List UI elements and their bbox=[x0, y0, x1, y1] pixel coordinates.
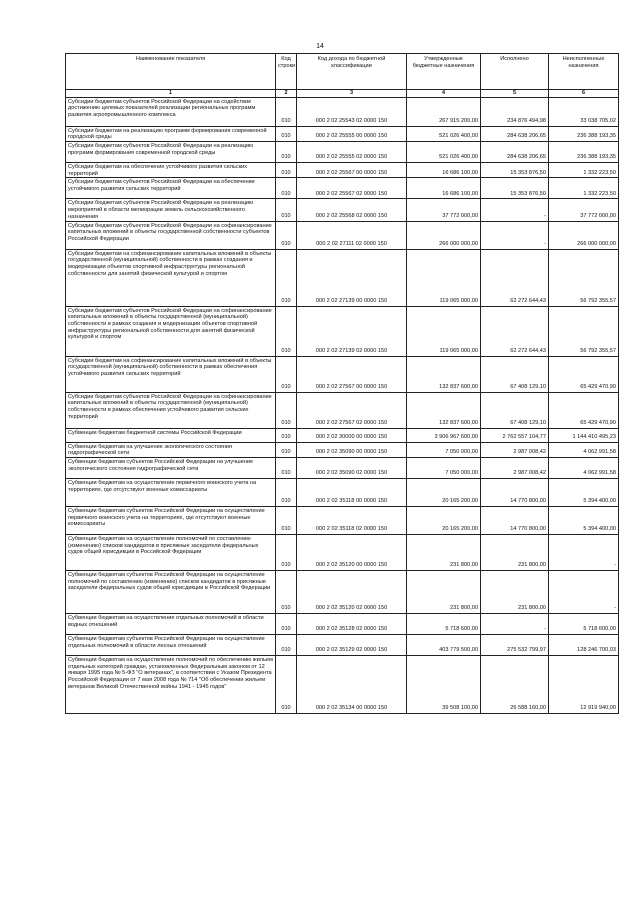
cell-code: 010 bbox=[276, 442, 297, 457]
cell-cls: 000 2 02 35090 00 0000 150 bbox=[297, 442, 407, 457]
cell-approved: 7 050 000,00 bbox=[407, 442, 481, 457]
cell-approved: 16 686 100,00 bbox=[407, 163, 481, 178]
cell-executed: - bbox=[481, 221, 549, 249]
cell-approved: 267 915 200,00 bbox=[407, 97, 481, 126]
header-approved: Утвержденные бюджетные назначения bbox=[407, 54, 481, 90]
table-row bbox=[66, 570, 619, 613]
cell-code: 010 bbox=[276, 428, 297, 442]
cell-cls: 000 2 02 25555 00 0000 150 bbox=[297, 126, 407, 141]
cell-code: 010 bbox=[276, 178, 297, 199]
cell-unexecuted: 4 062 991,58 bbox=[549, 457, 619, 478]
cell-unexecuted: 33 038 705,02 bbox=[549, 97, 619, 126]
column-number: 4 bbox=[407, 90, 481, 98]
cell-unexecuted: 56 792 355,57 bbox=[549, 306, 619, 356]
cell-unexecuted: 37 772 000,00 bbox=[549, 199, 619, 221]
cell-unexecuted: 266 000 000,00 bbox=[549, 221, 619, 249]
page-number: 14 bbox=[316, 43, 324, 50]
table-row bbox=[66, 142, 619, 163]
cell-code: 010 bbox=[276, 570, 297, 613]
cell-unexecuted: 236 388 193,35 bbox=[549, 142, 619, 163]
cell-code: 010 bbox=[276, 392, 297, 428]
table-row bbox=[66, 97, 619, 126]
cell-cls: 000 2 02 25555 02 0000 150 bbox=[297, 142, 407, 163]
cell-name: Субвенции бюджетам субъектов Российской Федерации на улучшение экологического состояния гидрографической сети bbox=[66, 457, 276, 478]
cell-approved: 3 906 967 600,00 bbox=[407, 428, 481, 442]
cell-code: 010 bbox=[276, 163, 297, 178]
cell-approved: 231 800,00 bbox=[407, 534, 481, 570]
column-number: 2 bbox=[276, 90, 297, 98]
cell-unexecuted: 1 332 223,50 bbox=[549, 178, 619, 199]
cell-cls: 000 2 02 35118 02 0000 150 bbox=[297, 506, 407, 534]
cell-approved: 132 837 600,00 bbox=[407, 356, 481, 392]
cell-cls: 000 2 02 35134 00 0000 150 bbox=[297, 655, 407, 713]
cell-name: Субвенции бюджетам бюджетной системы Российской Федерации bbox=[66, 428, 276, 442]
column-number: 1 bbox=[66, 90, 276, 98]
cell-name: Субвенции бюджетам на осуществление первичного воинского учета на территориях, где отсутствуют военные комиссариаты bbox=[66, 478, 276, 506]
cell-name: Субвенции бюджетам субъектов Российской Федерации на осуществление первичного воинского учета на территориях, где отсутствуют военные комиссариаты bbox=[66, 506, 276, 534]
cell-name: Субвенции бюджетам на осуществление полномочий по обеспечению жильем отдельных категорий граждан, установленных Федеральным законом от 12 января 1995 года № 5-ФЗ "О ветеранах", в соответствии с Указом Президента Российской Федерации от 7 мая 2008 года № 714 "Об обеспечении жильем ветеранов Великой Отечественной войны 1941 - 1945 годов" bbox=[66, 655, 276, 713]
cell-name: Субсидии бюджетам субъектов Российской Федерации на обеспечение устойчивого развития сельских территорий bbox=[66, 178, 276, 199]
cell-cls: 000 2 02 27111 02 0000 150 bbox=[297, 221, 407, 249]
cell-executed: 2 987 008,42 bbox=[481, 442, 549, 457]
cell-code: 010 bbox=[276, 356, 297, 392]
cell-executed: 284 638 206,65 bbox=[481, 142, 549, 163]
cell-code: 010 bbox=[276, 306, 297, 356]
cell-unexecuted: - bbox=[549, 570, 619, 613]
cell-executed: 15 353 876,50 bbox=[481, 178, 549, 199]
cell-unexecuted: 4 062 991,58 bbox=[549, 442, 619, 457]
column-number: 6 bbox=[549, 90, 619, 98]
column-number: 3 bbox=[297, 90, 407, 98]
cell-approved: 39 508 100,00 bbox=[407, 655, 481, 713]
cell-approved: 231 800,00 bbox=[407, 570, 481, 613]
cell-code: 010 bbox=[276, 613, 297, 634]
budget-table bbox=[65, 53, 619, 714]
cell-cls: 000 2 02 27139 02 0000 150 bbox=[297, 306, 407, 356]
cell-cls: 000 2 02 35090 02 0000 150 bbox=[297, 457, 407, 478]
cell-unexecuted: 5 718 600,00 bbox=[549, 613, 619, 634]
cell-cls: 000 2 02 35128 02 0000 150 bbox=[297, 613, 407, 634]
cell-approved: 119 065 000,00 bbox=[407, 249, 481, 306]
cell-approved: 20 165 200,00 bbox=[407, 506, 481, 534]
cell-cls: 000 2 02 25568 02 0000 150 bbox=[297, 199, 407, 221]
cell-executed: - bbox=[481, 613, 549, 634]
cell-code: 010 bbox=[276, 126, 297, 141]
cell-unexecuted: 1 144 410 495,23 bbox=[549, 428, 619, 442]
cell-cls: 000 2 02 27567 00 0000 150 bbox=[297, 356, 407, 392]
cell-executed: 275 532 799,97 bbox=[481, 634, 549, 655]
cell-name: Субвенции бюджетам на осуществление полномочий по составлению (изменению) списков кандидатов в присяжные заседатели федеральных судов общей юрисдикции в Российской Федерации bbox=[66, 534, 276, 570]
table-row bbox=[66, 613, 619, 634]
cell-name: Субсидии бюджетам субъектов Российской Федерации на софинансирование капитальных вложений в объекты государственной (муниципальной) собственности в рамках создания и модернизации объектов спортивной инфраструктуры региональной собственности для занятий физической культурой и спортом bbox=[66, 306, 276, 356]
cell-approved: 119 065 000,00 bbox=[407, 306, 481, 356]
cell-cls: 000 2 02 35120 00 0000 150 bbox=[297, 534, 407, 570]
cell-code: 010 bbox=[276, 457, 297, 478]
table-row bbox=[66, 249, 619, 306]
cell-name: Субсидии бюджетам на софинансирование капитальных вложений в объекты государственной (муниципальной) собственности в рамках создания и модернизации объектов спортивной инфраструктуры региональной собственности для занятий физической культурой и спортом bbox=[66, 249, 276, 306]
cell-approved: 20 165 200,00 bbox=[407, 478, 481, 506]
cell-approved: 5 718 600,00 bbox=[407, 613, 481, 634]
cell-name: Субсидии бюджетам субъектов Российской Федерации на реализацию мероприятий в области мелиорации земель сельскохозяйственного назначения bbox=[66, 199, 276, 221]
cell-name: Субсидии бюджетам на обеспечение устойчивого развития сельских территорий bbox=[66, 163, 276, 178]
table-row bbox=[66, 221, 619, 249]
cell-code: 010 bbox=[276, 221, 297, 249]
cell-name: Субсидии бюджетам субъектов Российской Федерации на реализацию программ формирования современной городской среды bbox=[66, 142, 276, 163]
cell-cls: 000 2 02 25567 00 0000 150 bbox=[297, 163, 407, 178]
cell-cls: 000 2 02 35120 02 0000 150 bbox=[297, 570, 407, 613]
cell-code: 010 bbox=[276, 142, 297, 163]
cell-executed: 231 800,00 bbox=[481, 570, 549, 613]
cell-approved: 521 026 400,00 bbox=[407, 142, 481, 163]
cell-name: Субвенции бюджетам на улучшение экологического состояния гидрографической сети bbox=[66, 442, 276, 457]
cell-cls: 000 2 02 25567 02 0000 150 bbox=[297, 178, 407, 199]
cell-approved: 266 000 000,00 bbox=[407, 221, 481, 249]
column-number: 5 bbox=[481, 90, 549, 98]
cell-executed: 67 408 129,10 bbox=[481, 356, 549, 392]
cell-name: Субвенции бюджетам субъектов Российской Федерации на осуществление отдельных полномочий в области лесных отношений bbox=[66, 634, 276, 655]
cell-unexecuted: - bbox=[549, 534, 619, 570]
cell-approved: 403 779 500,00 bbox=[407, 634, 481, 655]
table-row bbox=[66, 634, 619, 655]
cell-approved: 16 686 100,00 bbox=[407, 178, 481, 199]
cell-code: 010 bbox=[276, 506, 297, 534]
cell-unexecuted: 56 792 355,57 bbox=[549, 249, 619, 306]
cell-executed: 231 800,00 bbox=[481, 534, 549, 570]
cell-executed: 2 987 008,42 bbox=[481, 457, 549, 478]
table-row bbox=[66, 356, 619, 392]
cell-executed: 234 876 494,98 bbox=[481, 97, 549, 126]
cell-unexecuted: 1 332 223,50 bbox=[549, 163, 619, 178]
table-row bbox=[66, 506, 619, 534]
cell-name: Субвенции бюджетам субъектов Российской Федерации на осуществление полномочий по составлению (изменению) списков кандидатов в присяжные заседатели федеральных судов общей юрисдикции в Российской Федерации bbox=[66, 570, 276, 613]
cell-executed: 284 638 206,65 bbox=[481, 126, 549, 141]
table-row bbox=[66, 478, 619, 506]
cell-name: Субсидии бюджетам на реализацию программ формирования современной городской среды bbox=[66, 126, 276, 141]
cell-unexecuted: 65 429 470,90 bbox=[549, 356, 619, 392]
cell-unexecuted: 5 394 400,00 bbox=[549, 506, 619, 534]
cell-unexecuted: 128 246 700,03 bbox=[549, 634, 619, 655]
header-executed: Исполнено bbox=[481, 54, 549, 90]
cell-code: 010 bbox=[276, 478, 297, 506]
cell-executed: 62 272 644,43 bbox=[481, 249, 549, 306]
header-name: Наименование показателя bbox=[66, 54, 276, 90]
table-row bbox=[66, 457, 619, 478]
header-code: Код строки bbox=[276, 54, 297, 90]
table-row bbox=[66, 534, 619, 570]
cell-approved: 37 772 000,00 bbox=[407, 199, 481, 221]
cell-name: Субсидии бюджетам на софинансирование капитальных вложений в объекты государственной (муниципальной) собственности в рамках обеспечения устойчивого развития сельских территорий bbox=[66, 356, 276, 392]
cell-approved: 7 050 000,00 bbox=[407, 457, 481, 478]
header-classification: Код дохода по бюджетной классификации bbox=[297, 54, 407, 90]
cell-executed: 14 770 800,00 bbox=[481, 506, 549, 534]
cell-executed: 15 353 876,50 bbox=[481, 163, 549, 178]
table-row bbox=[66, 126, 619, 141]
cell-code: 010 bbox=[276, 634, 297, 655]
cell-executed: 26 588 160,00 bbox=[481, 655, 549, 713]
cell-code: 010 bbox=[276, 534, 297, 570]
cell-unexecuted: 5 394 400,00 bbox=[549, 478, 619, 506]
cell-cls: 000 2 02 35129 02 0000 150 bbox=[297, 634, 407, 655]
cell-unexecuted: 236 388 193,35 bbox=[549, 126, 619, 141]
cell-name: Субсидии бюджетам субъектов Российской Федерации на содействие достижению целевых показателей реализации региональных программ развития агропромышленного комплекса bbox=[66, 97, 276, 126]
cell-executed: - bbox=[481, 199, 549, 221]
table-row bbox=[66, 178, 619, 199]
cell-executed: 62 272 644,43 bbox=[481, 306, 549, 356]
header-unexecuted: Неисполненные назначения bbox=[549, 54, 619, 90]
cell-cls: 000 2 02 35118 00 0000 150 bbox=[297, 478, 407, 506]
header-row bbox=[66, 54, 619, 90]
cell-unexecuted: 12 919 940,00 bbox=[549, 655, 619, 713]
table-row bbox=[66, 199, 619, 221]
cell-cls: 000 2 02 30000 00 0000 150 bbox=[297, 428, 407, 442]
cell-name: Субсидии бюджетам субъектов Российской Федерации на софинансирование капитальных вложений в объекты государственной собственности субъектов Российской Федерации bbox=[66, 221, 276, 249]
cell-code: 010 bbox=[276, 199, 297, 221]
cell-code: 010 bbox=[276, 97, 297, 126]
cell-approved: 132 837 600,00 bbox=[407, 392, 481, 428]
cell-cls: 000 2 02 27139 00 0000 150 bbox=[297, 249, 407, 306]
cell-unexecuted: 65 429 470,90 bbox=[549, 392, 619, 428]
cell-code: 010 bbox=[276, 249, 297, 306]
cell-executed: 14 770 800,00 bbox=[481, 478, 549, 506]
table-row bbox=[66, 392, 619, 428]
table-body bbox=[66, 97, 619, 713]
cell-name: Субсидии бюджетам субъектов Российской Федерации на софинансирование капитальных вложений в объекты государственной (муниципальной) собственности в рамках обеспечения устойчивого развития сельских территорий bbox=[66, 392, 276, 428]
cell-approved: 521 026 400,00 bbox=[407, 126, 481, 141]
cell-name: Субвенции бюджетам на осуществление отдельных полномочий в области водных отношений bbox=[66, 613, 276, 634]
table-row bbox=[66, 306, 619, 356]
cell-executed: 67 408 129,10 bbox=[481, 392, 549, 428]
table-row bbox=[66, 428, 619, 442]
table-row bbox=[66, 442, 619, 457]
cell-code: 010 bbox=[276, 655, 297, 713]
cell-executed: 2 762 557 104,77 bbox=[481, 428, 549, 442]
table-row bbox=[66, 163, 619, 178]
cell-cls: 000 2 02 25543 02 0000 150 bbox=[297, 97, 407, 126]
scan-marks: · · bbox=[255, 8, 273, 14]
column-number-row bbox=[66, 90, 619, 98]
table-row bbox=[66, 655, 619, 713]
cell-cls: 000 2 02 27567 02 0000 150 bbox=[297, 392, 407, 428]
